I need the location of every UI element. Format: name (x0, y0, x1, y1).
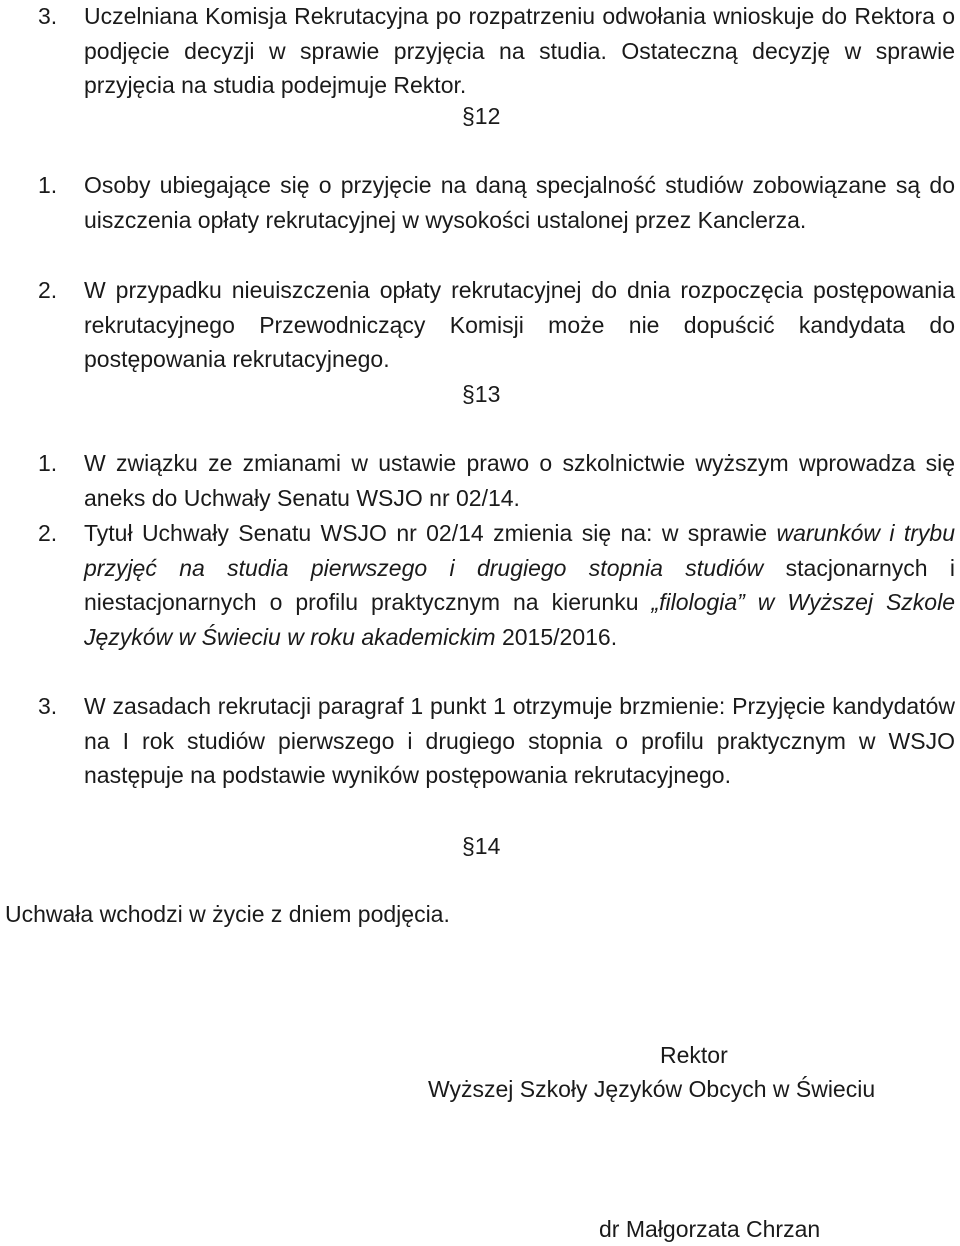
item-number: 2. (38, 277, 58, 303)
item-text: W związku ze zmianami w ustawie prawo o szkolnictwie wyższym wprowadza się aneks do Uchwały Senatu WSJO nr 02/14. (84, 450, 955, 511)
s12-item-1 (0, 168, 960, 237)
item-text: W zasadach rekrutacji paragraf 1 punkt 1 otrzymuje brzmienie: Przyjęcie kandydatów na I rok studiów pierwszego i drugiego stopnia o profilu praktycznym w WSJO następuje na podstawie wyników postępowania rekrutacyjnego. (84, 693, 955, 788)
item-text (84, 516, 955, 654)
item-number: 3. (38, 3, 58, 29)
s13-item-1 (0, 446, 960, 515)
s13-item-2 (0, 516, 960, 654)
signature-title: Rektor (660, 1042, 728, 1068)
item-number: 3. (38, 693, 58, 719)
signature-name: dr Małgorzata Chrzan (599, 1216, 821, 1242)
signature-institution: Wyższej Szkoły Języków Obcych w Świeciu (428, 1076, 876, 1102)
item-number: 2. (38, 520, 58, 546)
item-number: 1. (38, 450, 58, 476)
item-text-italic: „filologia” w Wyższej Szkole Języków w Świeciu w roku akademickim (84, 589, 955, 650)
item-number: 1. (38, 172, 58, 198)
item-text-part: 2015/2016. (495, 623, 618, 650)
section-heading-13: §13 (462, 381, 501, 407)
item-text: Osoby ubiegające się o przyjęcie na daną specjalność studiów zobowiązane są do uiszczenia opłaty rekrutacyjnej w wysokości ustalonej przez Kanclerza. (84, 172, 955, 233)
item-text: Uczelniana Komisja Rekrutacyjna po rozpatrzeniu odwołania wnioskuje do Rektora o podjęcie decyzji w sprawie przyjęcia na studia. Ostateczną decyzję w sprawie przyjęcia na studia podejmuje Rektor. (84, 3, 955, 98)
item-text-part: Tytuł Uchwały Senatu WSJO nr 02/14 zmienia się na: w sprawie (84, 520, 777, 546)
item-text-part: stacjonarnych i niestacjonarnych o profilu praktycznym na kierunku (84, 554, 955, 615)
section-heading-14: §14 (462, 833, 501, 859)
section-heading-12: §12 (462, 103, 501, 129)
s12-item-2 (0, 273, 960, 377)
s11-item-3 (0, 0, 960, 103)
closing-statement: Uchwała wchodzi w życie z dniem podjęcia. (5, 901, 450, 927)
s13-item-3 (0, 689, 960, 793)
item-text: W przypadku nieuiszczenia opłaty rekrutacyjnej do dnia rozpoczęcia postępowania rekrutacyjnego Przewodniczący Komisji może nie dopuścić kandydata do postępowania rekrutacyjnego. (84, 277, 955, 372)
item-text-italic: warunków i trybu przyjęć na studia pierwszego i drugiego stopnia studiów (84, 520, 955, 581)
